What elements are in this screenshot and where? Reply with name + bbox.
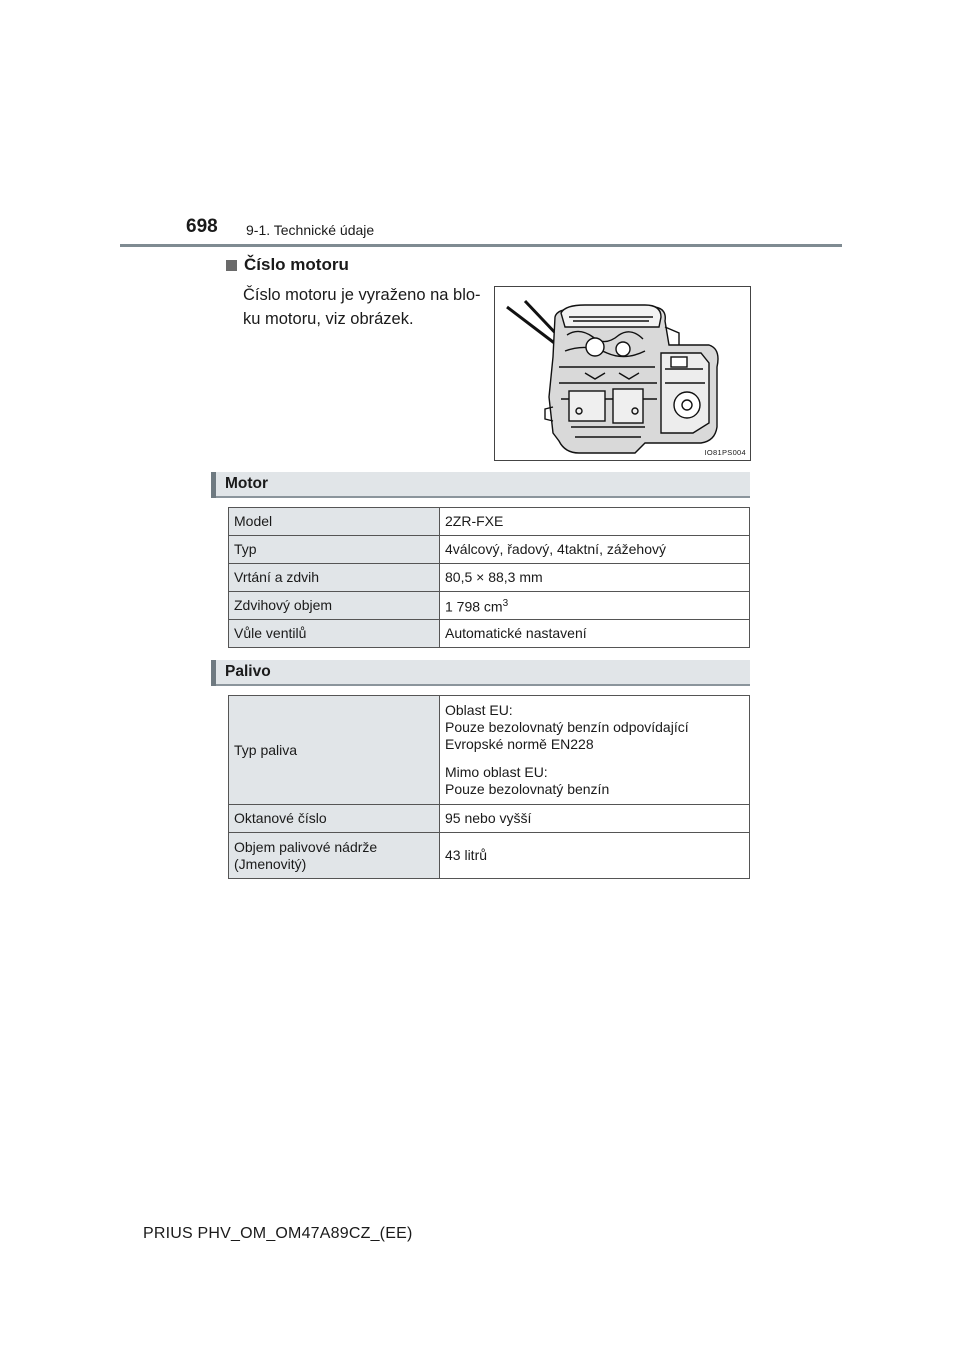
unit-superscript: 3 <box>502 598 509 610</box>
displacement-value: 1 798 cm <box>445 598 503 615</box>
spec-label: Oktanové číslo <box>229 805 440 833</box>
chapter-title: 9-1. Technické údaje <box>246 222 375 238</box>
engine-number-text-line-2: ku motoru, viz obrázek. <box>243 310 414 328</box>
table-row <box>229 696 750 805</box>
tank-label-line-1: Objem palivové nádrže <box>234 838 378 855</box>
page-number: 698 <box>186 216 218 237</box>
engine-illustration <box>494 286 751 461</box>
square-bullet-icon <box>226 260 237 271</box>
engine-number-text-line-1: Číslo motoru je vyraženo na blo- <box>243 286 481 304</box>
table-row <box>229 620 750 648</box>
eu-fuel-line-2: Evropské normě EN228 <box>445 736 594 752</box>
spec-value: Automatické nastavení <box>440 620 750 648</box>
motor-section-heading <box>211 472 750 498</box>
eu-fuel-line-1: Pouze bezolovnatý benzín odpovídající <box>445 719 689 735</box>
engine-drawing <box>495 287 750 460</box>
eu-region-label: Oblast EU: <box>445 702 513 718</box>
document-footer: PRIUS PHV_OM_OM47A89CZ_(EE) <box>143 1225 413 1242</box>
non-eu-fuel: Pouze bezolovnatý benzín <box>445 781 610 797</box>
section-accent-bar <box>211 472 216 498</box>
spec-value <box>440 592 750 620</box>
spec-label: Vrtání a zdvih <box>229 564 440 592</box>
spec-value <box>440 696 750 805</box>
table-row <box>229 508 750 536</box>
spec-label: Typ <box>229 536 440 564</box>
motor-spec-table <box>228 507 750 648</box>
spec-label: Model <box>229 508 440 536</box>
fuel-section-heading <box>211 660 750 686</box>
table-row <box>229 592 750 620</box>
motor-section-title: Motor <box>225 475 269 492</box>
spec-value: 2ZR-FXE <box>440 508 750 536</box>
spec-label: Typ paliva <box>229 696 440 805</box>
spec-value: 4válcový, řadový, 4taktní, zážehový <box>440 536 750 564</box>
section-accent-bar <box>211 660 216 686</box>
fuel-spec-table <box>228 695 750 879</box>
spec-value: 95 nebo vyšší <box>440 805 750 833</box>
table-row <box>229 805 750 833</box>
header-rule <box>120 244 842 247</box>
spec-label <box>229 833 440 879</box>
spec-value: 80,5 × 88,3 mm <box>440 564 750 592</box>
spec-label: Zdvihový objem <box>229 592 440 620</box>
engine-number-text <box>243 283 493 331</box>
table-row <box>229 833 750 879</box>
figure-code: IO81PS004 <box>704 448 746 457</box>
spec-label: Vůle ventilů <box>229 620 440 648</box>
engine-number-heading <box>226 255 349 275</box>
non-eu-region-label: Mimo oblast EU: <box>445 764 548 780</box>
tank-label-line-2: (Jmenovitý) <box>234 855 307 872</box>
spec-value: 43 litrů <box>440 833 750 879</box>
fuel-section-title: Palivo <box>225 663 271 680</box>
engine-number-heading-text: Číslo motoru <box>244 255 349 274</box>
table-row <box>229 564 750 592</box>
table-row <box>229 536 750 564</box>
